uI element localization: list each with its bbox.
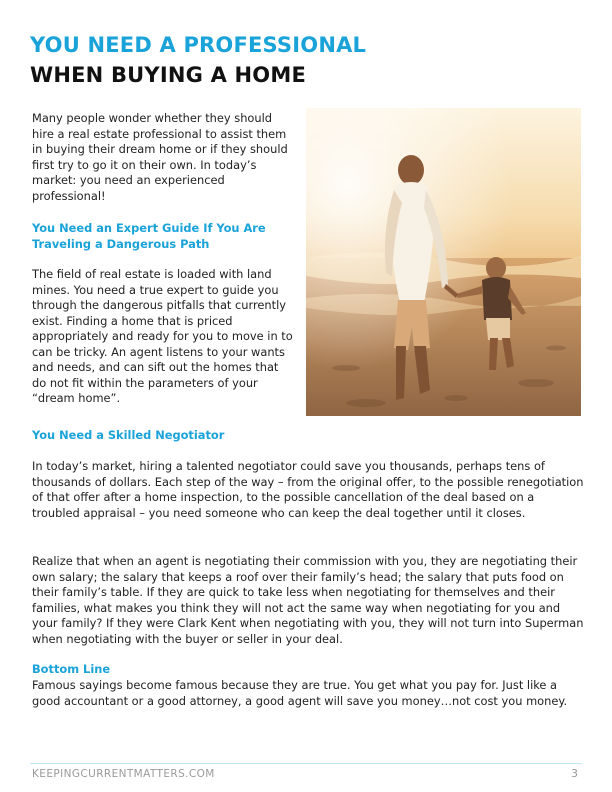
section-heading-bottom-line: Bottom Line xyxy=(32,662,111,676)
page-title-line-1: YOU NEED A PROFESSIONAL xyxy=(30,33,367,57)
footer-website: KEEPINGCURRENTMATTERS.COM xyxy=(32,768,215,780)
page-number: 3 xyxy=(571,767,578,780)
footer-divider xyxy=(30,763,582,764)
section-body-bottom-line: Famous sayings become famous because they are true. You get what you pay for. Just like a good accountant or a good attorney, a good agent will save you money…not cost you money. xyxy=(32,678,568,708)
page-title-line-2: WHEN BUYING A HOME xyxy=(30,63,307,87)
intro-paragraph: Many people wonder whether they should hire a real estate professional to assist them in buying their dream home or if they should first try to go it on their own. In today’s market: you need an experienced professional! xyxy=(32,111,288,203)
section-heading-negotiator: You Need a Skilled Negotiator xyxy=(32,428,225,442)
beach-father-son-photo xyxy=(306,108,581,416)
section-body-negotiator-1: In today’s market, hiring a talented negotiator could save you thousands, perhaps tens of thousands of dollars. Each step of the way – from the original offer, to the possible renegotiation of that offer after a home inspection, to the possible cancellation of the deal based on a troubled appraisal – you need someone who can keep the deal together until it closes. xyxy=(32,459,584,520)
section-heading-expert-guide: You Need an Expert Guide If You Are Traveling a Dangerous Path xyxy=(32,221,266,251)
section-body-negotiator-2: Realize that when an agent is negotiating their commission with you, they are negotiating their own salary; the salary that keeps a roof over their family’s head; the salary that puts food on their family’s table. If they are quick to take less when negotiating for themselves and their families, what makes you think they will not act the same way when negotiating for you and your family? If they were Clark Kent when negotiating with you, they will not turn into Superman when negotiating with the buyer or seller in your deal. xyxy=(32,554,584,646)
section-body-expert-guide: The field of real estate is loaded with land mines. You need a true expert to guide you through the dangerous pitfalls that currently exist. Finding a home that is priced appropriately and ready for you to move in to can be tricky. An agent listens to your wants and needs, and can sift out the homes that do not fit within the parameters of your “dream home”. xyxy=(32,267,293,405)
